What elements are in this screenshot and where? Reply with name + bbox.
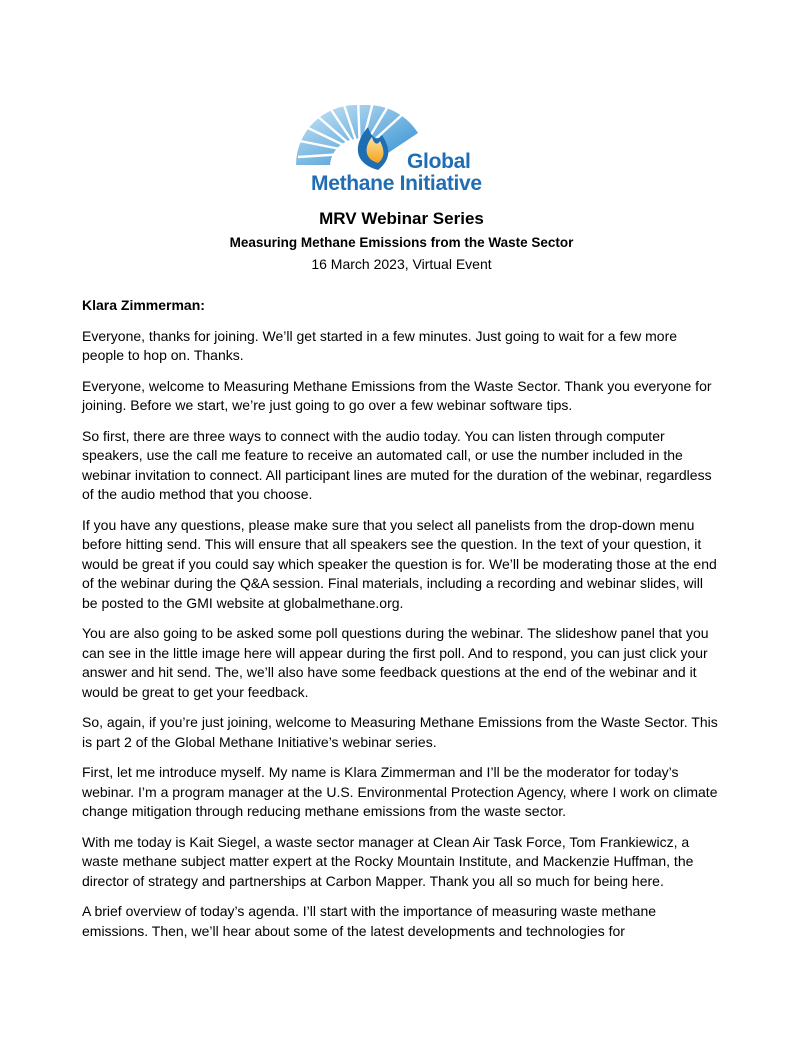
transcript-paragraph: So first, there are three ways to connect with the audio today. You can listen through computer speakers, use the call me feature to receive an automated call, or use the number included in the webinar invitation to connect. All participant lines are muted for the duration of the webinar, regardless of the audio method that you choose. bbox=[82, 427, 712, 502]
logo-text-global: Global bbox=[407, 150, 471, 173]
transcript-paragraph: If you have any questions, please make sure that you select all panelists from the drop-down menu before hitting send. This will ensure that all speakers see the question. In the text of your question, it would be great if you could say which speaker the question is for. We’ll be moderating those at the end of the webinar during the Q&A session. Final materials, including a recording and webinar slides, will be posted to the GMI website at globalmethane.org. bbox=[82, 516, 717, 611]
transcript-paragraph: A brief overview of today’s agenda. I’ll start with the importance of measuring waste methane emissions. Then, we’ll hear about some of the latest developments and technologies for bbox=[82, 903, 657, 939]
transcript-paragraph: You are also going to be asked some poll questions during the webinar. The slideshow panel that you can see in the little image here will appear during the first poll. And to respond, you can just click your answer and hit send. The, we’ll also have some feedback questions at the end of the webinar and it would be great to get your feedback. bbox=[82, 625, 709, 700]
logo-text-methane-initiative: Methane Initiative bbox=[311, 172, 482, 195]
webinar-series-title: MRV Webinar Series bbox=[319, 209, 484, 228]
transcript-paragraph: Everyone, thanks for joining. We’ll get started in a few minutes. Just going to wait for a few more people to hop on. Thanks. bbox=[82, 327, 678, 363]
webinar-subtitle: Measuring Methane Emissions from the Waste Sector bbox=[229, 235, 574, 250]
gmi-logo bbox=[296, 93, 510, 198]
transcript-paragraph: First, let me introduce myself. My name is Klara Zimmerman and I’ll be the moderator for today’s webinar. I’m a program manager at the U.S. Environmental Protection Agency, where I work on climate change mitigation through reducing methane emissions from the waste sector. bbox=[82, 764, 718, 819]
transcript-paragraph: So, again, if you’re just joining, welcome to Measuring Methane Emissions from the Waste Sector. This is part 2 of the Global Methane Initiative’s webinar series. bbox=[82, 714, 718, 750]
transcript-body bbox=[82, 296, 722, 952]
event-date: 16 March 2023, Virtual Event bbox=[311, 256, 492, 272]
speaker-name: Klara Zimmerman: bbox=[82, 297, 205, 313]
transcript-paragraph: With me today is Kait Siegel, a waste sector manager at Clean Air Task Force, Tom Frankiewicz, a waste methane subject matter expert at the Rocky Mountain Institute, and Mackenzie Huffman, the director of strategy and partnerships at Carbon Mapper. Thank you all so much for being here. bbox=[82, 833, 694, 889]
transcript-paragraph: Everyone, welcome to Measuring Methane Emissions from the Waste Sector. Thank you everyone for joining. Before we start, we’re just going to go over a few webinar software tips. bbox=[82, 377, 712, 413]
